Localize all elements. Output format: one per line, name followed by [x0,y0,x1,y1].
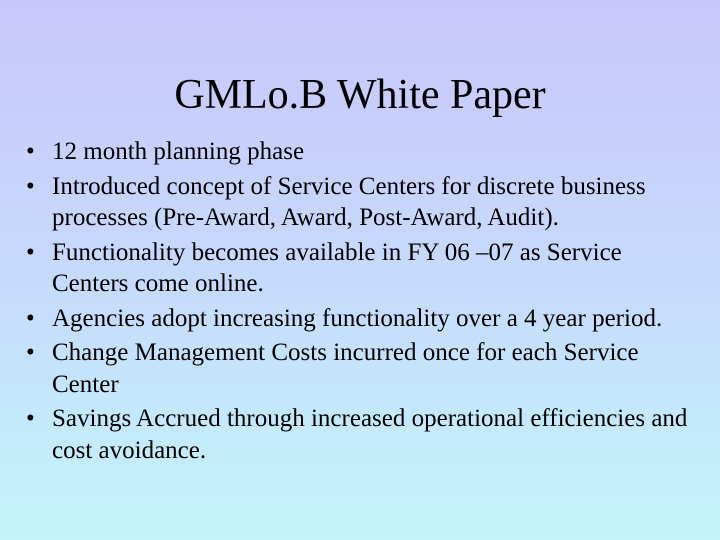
bullet-icon: • [26,238,35,266]
bullet-icon: • [26,304,35,332]
bullet-list [24,136,704,469]
bullet-icon: • [26,172,35,200]
bullet-item [24,136,704,168]
bullet-item [24,337,704,400]
bullet-item [24,237,704,300]
bullet-icon: • [26,138,35,165]
bullet-text: Functionality becomes available in FY 06 –07 as Service Centers come online. [52,238,622,297]
bullet-text: Change Management Costs incurred once for each Service Center [52,339,639,398]
slide-title: GMLo.B White Paper [174,72,546,118]
bullet-icon: • [26,339,35,366]
bullet-text: Savings Accrued through increased operational efficiencies and cost avoidance. [52,405,688,464]
bullet-icon: • [26,405,35,432]
bullet-item [24,403,704,466]
bullet-item [24,171,704,234]
bullet-text: Agencies adopt increasing functionality over a 4 year period. [52,304,663,332]
bullet-text: 12 month planning phase [52,138,305,165]
bullet-item [24,303,704,335]
bullet-text: Introduced concept of Service Centers for discrete business processes (Pre-Award, Award, Post-Award, Audit). [52,172,646,231]
